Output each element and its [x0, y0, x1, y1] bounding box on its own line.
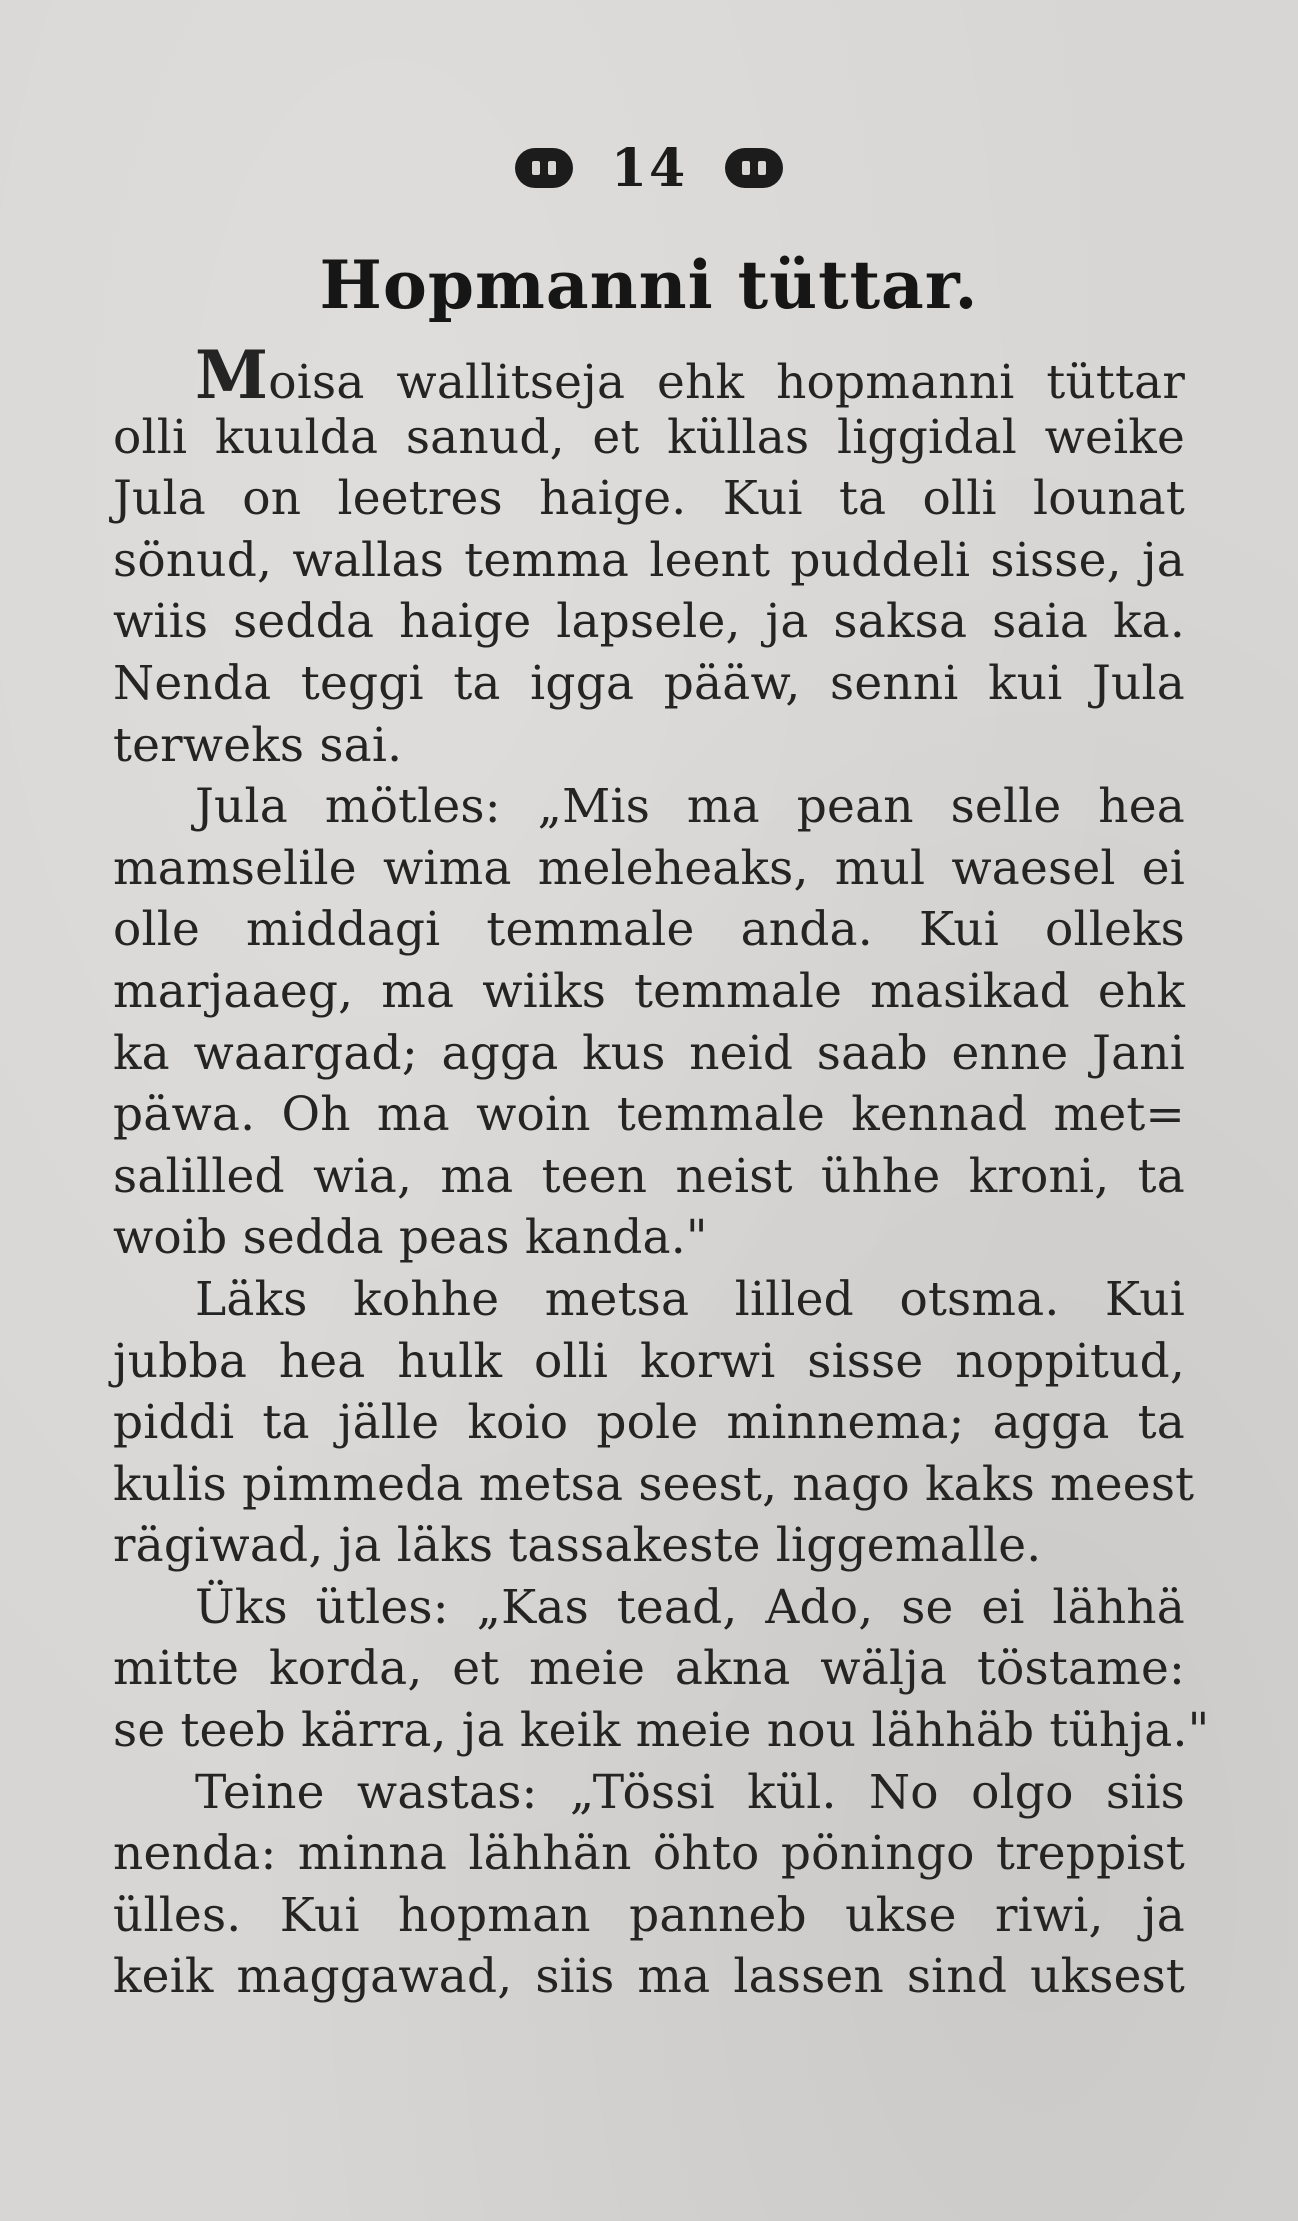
text-line-content: olle middagi temmale anda. Kui olleks: [113, 902, 1185, 958]
text-line: [113, 1146, 1185, 1208]
text-line-content: päwa. Oh ma woin temmale kennad met=: [113, 1087, 1185, 1143]
text-line-content: terweks sai.: [113, 717, 403, 773]
text-line: [113, 407, 1185, 469]
page-number: 14: [610, 137, 688, 199]
right-ornament-icon: [725, 148, 783, 188]
text-line-content: marjaaeg, ma wiiks temmale masikad ehk: [113, 963, 1185, 1019]
text-line-content: oisa wallitseja ehk hopmanni tüttar: [268, 355, 1185, 410]
text-line-content: sönud, wallas temma leent puddeli sisse, ja: [113, 532, 1185, 588]
text-line: [113, 1515, 1185, 1577]
text-line: [113, 1207, 1185, 1269]
text-line-content: nenda: minna lähhän öhto pöningo treppist: [113, 1826, 1185, 1882]
text-line: [113, 1084, 1185, 1146]
text-line-content: olli kuulda sanud, et küllas liggidal weike: [113, 409, 1185, 465]
text-line-content: Läks kohhe metsa lilled otsma. Kui: [195, 1271, 1185, 1327]
text-line: [113, 899, 1185, 961]
text-line-content: kulis pimmeda metsa seest, nago kaks meest: [113, 1456, 1195, 1512]
text-line: [113, 715, 1185, 777]
text-line-content: Nenda teggi ta igga pääw, senni kui Jula: [113, 655, 1185, 711]
text-line: [113, 1577, 1185, 1639]
text-line: [113, 653, 1185, 715]
text-line: [113, 1700, 1210, 1762]
text-line-content: keik maggawad, siis ma lassen sind uksest: [113, 1949, 1185, 2005]
text-line: [113, 1762, 1185, 1824]
text-line: [113, 1331, 1185, 1393]
text-line-content: woib sedda peas kanda.": [113, 1210, 708, 1266]
text-line: [113, 1454, 1195, 1516]
text-line-content: wiis sedda haige lapsele, ja saksa saia ka.: [113, 594, 1185, 650]
body-text: [113, 336, 1210, 2008]
text-line-content: rägiwad, ja läks tassakeste liggemalle.: [113, 1518, 1042, 1574]
text-line-content: Üks ütles: „Kas tead, Ado, se ei lähhä: [195, 1579, 1185, 1635]
text-line: [113, 961, 1185, 1023]
text-line-content: mitte korda, et meie akna wälja töstame:: [113, 1641, 1185, 1697]
page-header: [0, 128, 1298, 208]
text-line: [113, 776, 1185, 838]
drop-cap: M: [195, 336, 269, 414]
chapter-title: Hopmanni tüttar.: [319, 246, 979, 324]
text-line: [113, 1392, 1185, 1454]
text-line: [113, 1023, 1185, 1085]
text-line-content: Jula on leetres haige. Kui ta olli lounat: [113, 471, 1185, 527]
text-line-content: mamselile wima meleheaks, mul waesel ei: [113, 840, 1185, 896]
text-line-content: salilled wia, ma teen neist ühhe kroni, ta: [113, 1148, 1185, 1204]
text-line: [113, 530, 1185, 592]
text-line: [113, 1823, 1185, 1885]
text-line-content: ka waargad; agga kus neid saab enne Jani: [113, 1025, 1185, 1081]
left-ornament-icon: [515, 148, 573, 188]
text-line: [113, 1946, 1185, 2008]
text-line-content: ülles. Kui hopman panneb ukse riwi, ja: [113, 1887, 1185, 1943]
text-line-content: piddi ta jälle koio pole minnema; agga ta: [113, 1395, 1185, 1451]
text-line-content: se teeb kärra, ja keik meie nou lähhäb tühja.": [113, 1703, 1210, 1759]
text-line: [113, 1885, 1185, 1947]
text-line: [113, 591, 1185, 653]
text-line: [113, 1269, 1185, 1331]
text-line: [113, 838, 1185, 900]
text-line: [113, 468, 1185, 530]
text-line-content: Jula mötles: „Mis ma pean selle hea: [195, 779, 1185, 835]
text-line-content: jubba hea hulk olli korwi sisse noppitud,: [113, 1333, 1185, 1389]
text-line: [113, 336, 1185, 414]
text-line-content: Teine wastas: „Tössi kül. No olgo siis: [195, 1764, 1185, 1820]
text-line: [113, 1638, 1185, 1700]
